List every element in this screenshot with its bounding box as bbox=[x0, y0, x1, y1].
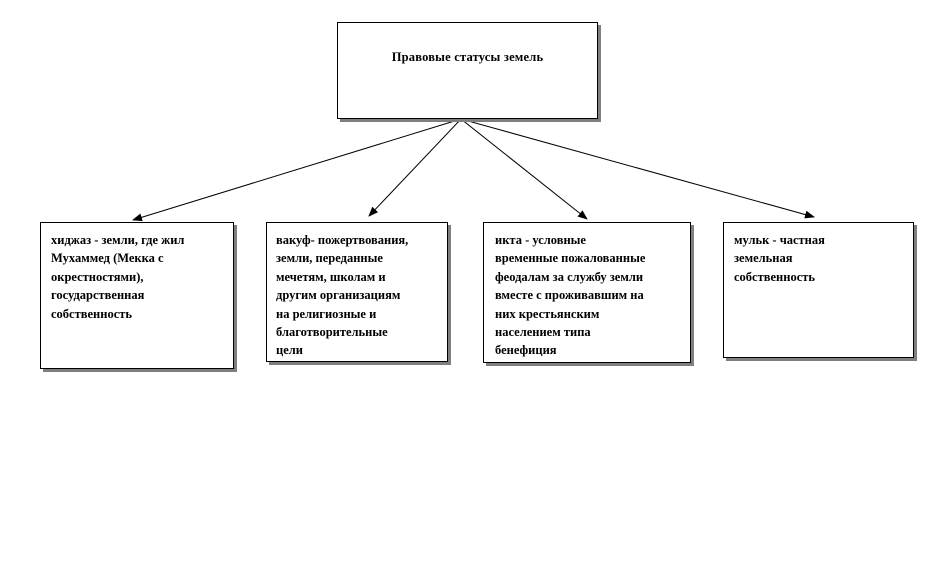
arrow-to-waqf bbox=[369, 119, 461, 216]
node-mulk bbox=[723, 222, 914, 358]
arrow-to-mulk bbox=[461, 119, 814, 217]
title-box bbox=[337, 22, 598, 119]
arrow-to-iqta bbox=[461, 119, 587, 219]
node-mulk-text: мульк - частная земельная собственность bbox=[734, 233, 825, 284]
node-iqta bbox=[483, 222, 691, 363]
node-waqf-text: вакуф- пожертвования, земли, переданные мечетям, школам и другим организациям на религиозные и благотворительные цели bbox=[276, 233, 409, 358]
diagram-title: Правовые статусы земель bbox=[391, 50, 544, 64]
node-hijaz-text: хиджаз - земли, где жил Мухаммед (Мекка с окрестностями), государственная собственность bbox=[51, 233, 185, 321]
node-iqta-text: икта - условные временные пожалованные феодалам за службу земли вместе с проживавшим на них крестьянским населением типа бенефиция bbox=[495, 233, 646, 358]
arrow-to-hijaz bbox=[133, 119, 461, 220]
node-waqf bbox=[266, 222, 448, 362]
node-hijaz bbox=[40, 222, 234, 369]
